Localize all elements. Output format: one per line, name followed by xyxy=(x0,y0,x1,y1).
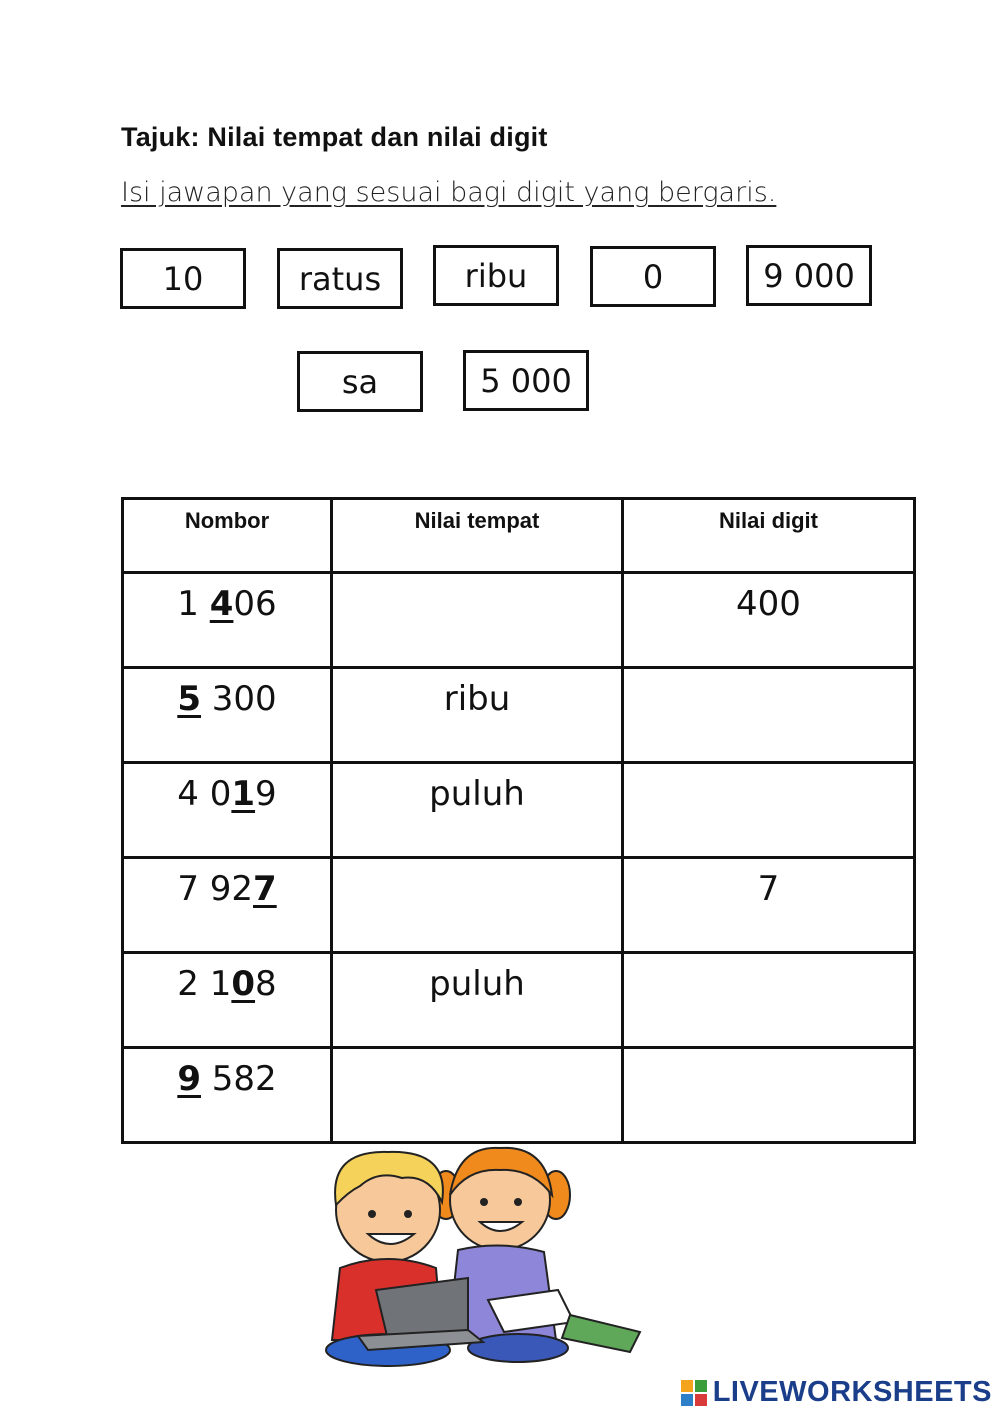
liveworksheets-brand-text: LIVEWORKSHEETS xyxy=(712,1376,992,1408)
answer-chip-5000[interactable]: 5 000 xyxy=(463,350,589,411)
children-with-laptop-illustration xyxy=(318,1140,648,1375)
instruction-text: Isi jawapan yang sesuai bagi digit yang bergaris. xyxy=(121,177,777,208)
liveworksheets-logo xyxy=(681,1376,992,1409)
underlined-digit: 0 xyxy=(231,964,256,1004)
underlined-digit: 1 xyxy=(231,774,256,814)
place-value-answer-slot[interactable] xyxy=(332,1048,623,1143)
answer-chip-ratus[interactable]: ratus xyxy=(277,248,403,309)
number-cell: 5 300 xyxy=(123,668,332,763)
answer-chip-ribu[interactable]: ribu xyxy=(433,245,559,306)
number-cell: 2 108 xyxy=(123,953,332,1048)
place-value-cell: puluh xyxy=(332,763,623,858)
header-nilai-digit: Nilai digit xyxy=(623,499,915,573)
underlined-digit: 5 xyxy=(177,679,201,719)
place-value-cell: puluh xyxy=(332,953,623,1048)
table-row xyxy=(123,573,915,668)
answer-chip-sa[interactable]: sa xyxy=(297,351,423,412)
place-value-cell: ribu xyxy=(332,668,623,763)
liveworksheets-logo-icon xyxy=(681,1380,707,1406)
digit-value-cell: 400 xyxy=(623,573,915,668)
table-row xyxy=(123,763,915,858)
table-row xyxy=(123,953,915,1048)
number-cell: 9 582 xyxy=(123,1048,332,1143)
header-nilai-tempat: Nilai tempat xyxy=(332,499,623,573)
digit-value-cell: 7 xyxy=(623,858,915,953)
digit-value-answer-slot[interactable] xyxy=(623,763,915,858)
answer-chip-0[interactable]: 0 xyxy=(590,246,716,307)
underlined-digit: 9 xyxy=(177,1059,201,1099)
underlined-digit: 4 xyxy=(209,584,234,624)
header-nombor: Nombor xyxy=(123,499,332,573)
number-cell: 4 019 xyxy=(123,763,332,858)
table-header-row xyxy=(123,499,915,573)
table-row xyxy=(123,858,915,953)
place-value-answer-slot[interactable] xyxy=(332,858,623,953)
table-row xyxy=(123,1048,915,1143)
digit-value-answer-slot[interactable] xyxy=(623,668,915,763)
answer-chip-9000[interactable]: 9 000 xyxy=(746,245,872,306)
table-row xyxy=(123,668,915,763)
place-value-table xyxy=(121,497,916,1144)
underlined-digit: 7 xyxy=(253,869,277,909)
answer-chip-10[interactable]: 10 xyxy=(120,248,246,309)
number-cell: 7 927 xyxy=(123,858,332,953)
digit-value-answer-slot[interactable] xyxy=(623,1048,915,1143)
digit-value-answer-slot[interactable] xyxy=(623,953,915,1048)
place-value-answer-slot[interactable] xyxy=(332,573,623,668)
worksheet-title: Tajuk: Nilai tempat dan nilai digit xyxy=(121,122,548,152)
number-cell: 1 406 xyxy=(123,573,332,668)
